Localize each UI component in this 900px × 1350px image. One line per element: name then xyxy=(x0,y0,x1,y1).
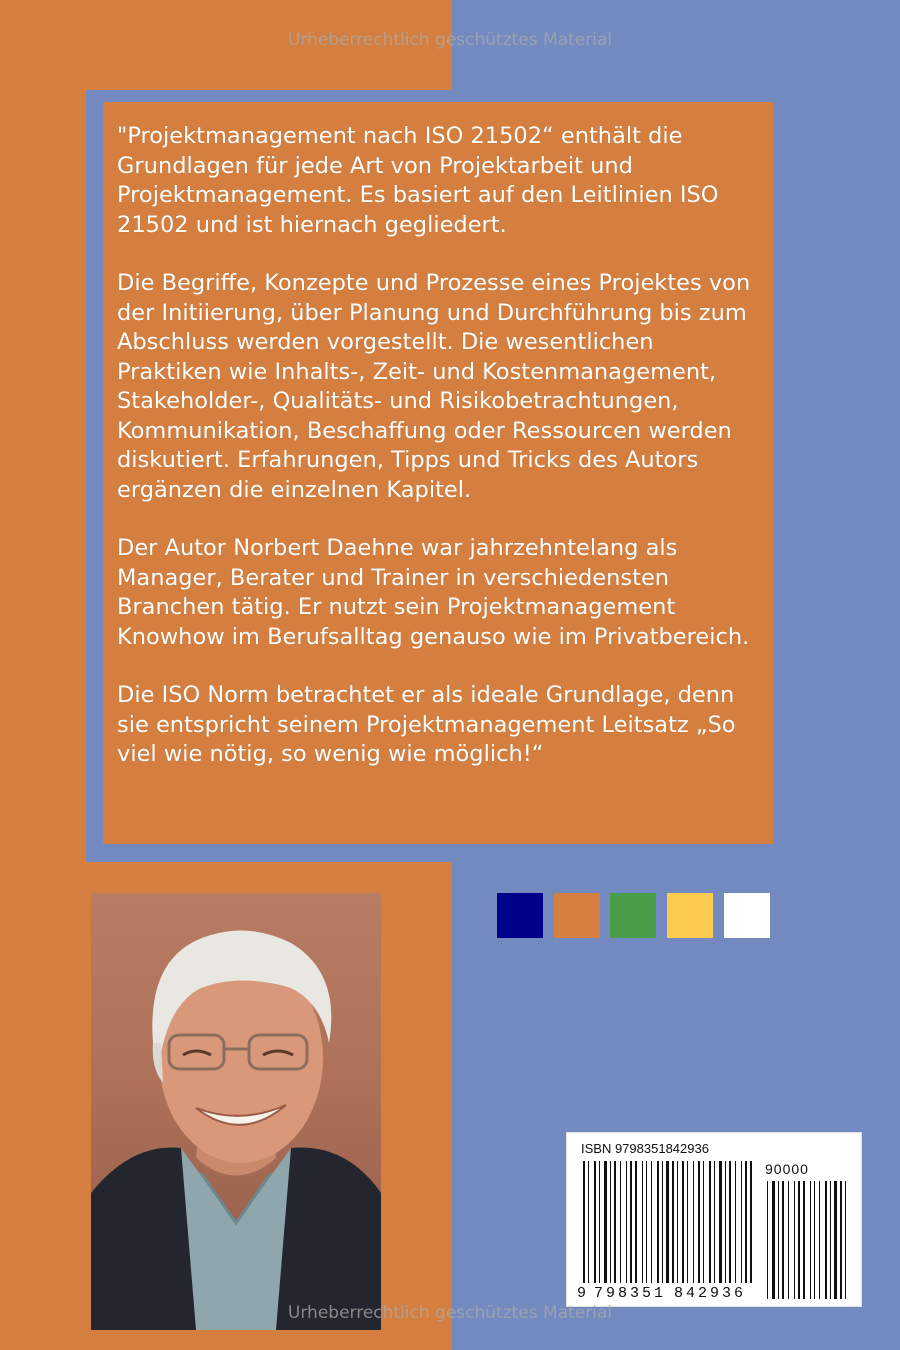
barcode-bar xyxy=(687,1161,688,1283)
barcode-bar xyxy=(714,1161,715,1283)
blurb-paragraph-2: Die Begriffe, Konzepte und Prozesse eines Projektes von der Initiierung, über Planung und Durchführung bis zum Abschluss werden vorgestellt. Die wesentlichen Praktiken wie Inhalts-, Zeit- und Kostenmanagement, Stakeholder-, Qualitäts- und Risikobetrachtungen, Kommunikation, Beschaffung oder Ressourcen werden diskutiert. Erfahrungen, Tipps und Tricks des Autors ergänzen die einzelnen Kapitel. xyxy=(117,270,751,503)
addon-bar xyxy=(825,1181,827,1299)
addon-bar xyxy=(840,1181,842,1299)
addon-bar xyxy=(845,1181,846,1299)
addon-bar xyxy=(798,1181,800,1299)
barcode-bar xyxy=(719,1161,722,1283)
addon-bar xyxy=(782,1181,784,1299)
barcode-bar xyxy=(630,1161,632,1283)
barcode-bar xyxy=(735,1161,736,1283)
swatch-white xyxy=(724,893,770,938)
swatch-green xyxy=(610,893,656,938)
barcode-bar xyxy=(677,1161,678,1283)
barcode-bar xyxy=(741,1161,742,1283)
isbn-label: ISBN 9798351842936 xyxy=(581,1141,709,1156)
blurb-paragraph-3: Der Autor Norbert Daehne war jahrzehntelang als Manager, Berater und Trainer in verschiedensten Branchen tätig. Er nutzt sein Projektmanagement Knowhow im Berufsalltag genauso wie im Privatbereich. xyxy=(117,535,750,650)
barcode-bar xyxy=(662,1161,663,1283)
barcode-bar xyxy=(693,1161,694,1283)
barcode-bar xyxy=(642,1161,643,1283)
isbn-barcode xyxy=(566,1132,862,1307)
addon-bar xyxy=(772,1181,775,1299)
barcode-bar xyxy=(614,1161,616,1283)
barcode-digits-right: 842936 xyxy=(674,1285,747,1302)
barcode-bar xyxy=(682,1161,684,1283)
barcode-bar xyxy=(703,1161,704,1283)
barcode-bar xyxy=(672,1161,674,1283)
addon-bar xyxy=(767,1181,768,1299)
barcode-bar xyxy=(666,1161,669,1283)
addon-bar xyxy=(819,1181,820,1299)
blurb-panel xyxy=(103,102,773,844)
blurb-paragraph-4: Die ISO Norm betrachtet er als ideale Grundlage, denn sie entspricht seinem Projektmanagement Leitsatz „So viel wie nötig, so wenig wie möglich!“ xyxy=(117,682,736,767)
barcode-bar xyxy=(646,1161,647,1283)
author-photo xyxy=(91,893,381,1330)
author-portrait-illustration xyxy=(91,893,381,1330)
barcode-bar xyxy=(698,1161,700,1283)
barcode-bar xyxy=(599,1161,600,1283)
barcode-bar xyxy=(588,1161,589,1283)
addon-bar xyxy=(794,1181,795,1299)
addon-bar xyxy=(834,1181,837,1299)
barcode-bar xyxy=(583,1161,585,1283)
barcode-bar xyxy=(610,1161,611,1283)
addon-bar xyxy=(830,1181,831,1299)
barcode-bar xyxy=(626,1161,627,1283)
barcode-bar xyxy=(709,1161,711,1283)
barcode-bar xyxy=(594,1161,596,1283)
addon-bar xyxy=(788,1181,789,1299)
watermark-top: Urheberrechtlich geschütztes Material xyxy=(287,30,613,50)
barcode-bar xyxy=(729,1161,731,1283)
barcode-bar xyxy=(620,1161,621,1283)
swatch-dark-blue xyxy=(497,893,543,938)
addon-bar xyxy=(803,1181,805,1299)
barcode-digits-left: 798351 xyxy=(594,1285,667,1302)
barcode-digits xyxy=(577,1285,757,1302)
swatch-orange xyxy=(554,893,600,938)
barcode-bar xyxy=(635,1161,637,1283)
barcode-bars xyxy=(567,1133,863,1308)
barcode-bar xyxy=(657,1161,659,1283)
addon-bar xyxy=(810,1181,811,1299)
barcode-bar xyxy=(651,1161,652,1283)
addon-bar xyxy=(814,1181,815,1299)
addon-bar xyxy=(778,1181,779,1299)
barcode-bar xyxy=(725,1161,726,1283)
barcode-bar xyxy=(750,1161,752,1283)
barcode-bar xyxy=(745,1161,747,1283)
watermark-bottom: Urheberrechtlich geschütztes Material xyxy=(287,1303,613,1323)
barcode-addon-number: 90000 xyxy=(765,1161,809,1177)
barcode-digit-first: 9 xyxy=(577,1285,587,1302)
blurb-paragraph-1: "Projektmanagement nach ISO 21502“ enthält die Grundlagen für jede Art von Projektarbeit und Projektmanagement. Es basiert auf den Leitlinien ISO 21502 und ist hiernach gegliedert. xyxy=(117,123,719,238)
barcode-bar xyxy=(604,1161,607,1283)
swatch-yellow xyxy=(667,893,713,938)
